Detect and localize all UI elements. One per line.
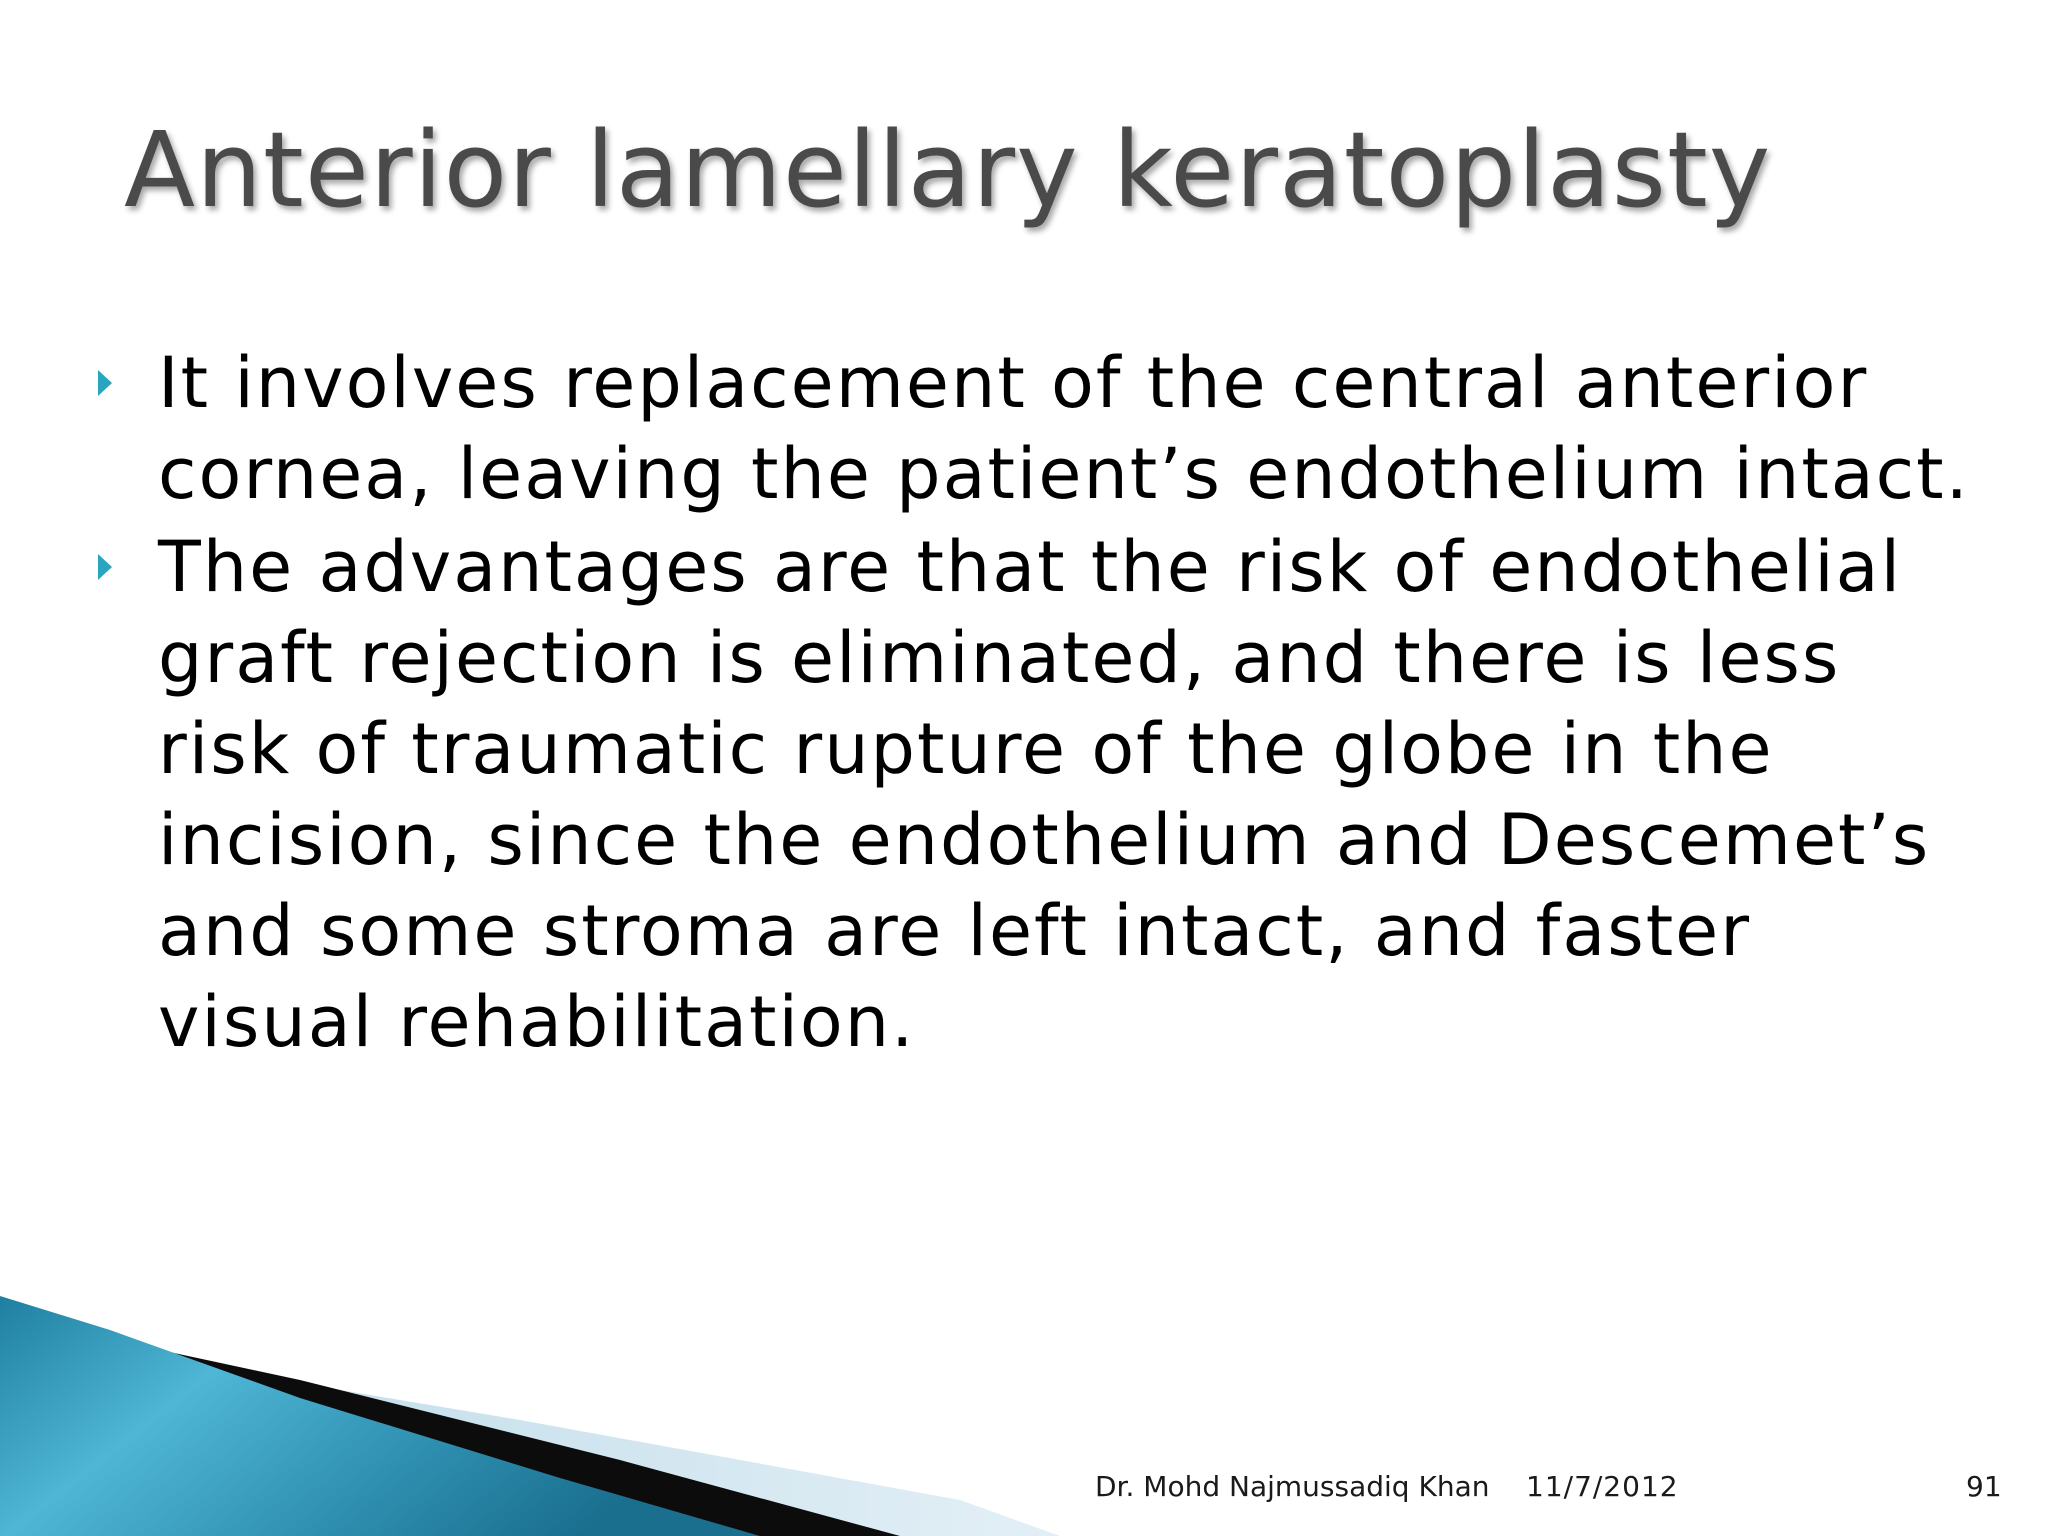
slide-title: Anterior lamellary keratoplasty bbox=[124, 109, 1772, 231]
bullet-item bbox=[98, 522, 1978, 1068]
triangle-right-icon bbox=[98, 554, 112, 580]
bullet-text: It involves replacement of the central anterior cornea, leaving the patient’s endothelium intact. bbox=[158, 342, 1970, 515]
triangle-right-icon bbox=[98, 370, 112, 396]
bullet-list bbox=[98, 338, 1978, 1070]
footer-author: Dr. Mohd Najmussadiq Khan bbox=[1095, 1470, 1490, 1503]
footer-date: 11/7/2012 bbox=[1526, 1470, 1679, 1503]
bullet-text: The advantages are that the risk of endothelial graft rejection is eliminated, and there is less risk of traumatic rupture of the globe in the incision, since the endothelium and Descemet’s and some stroma are left intact, and faster visual rehabilitation. bbox=[158, 526, 1931, 1063]
footer-page-number: 91 bbox=[1966, 1470, 2002, 1503]
bullet-item bbox=[98, 338, 1978, 520]
